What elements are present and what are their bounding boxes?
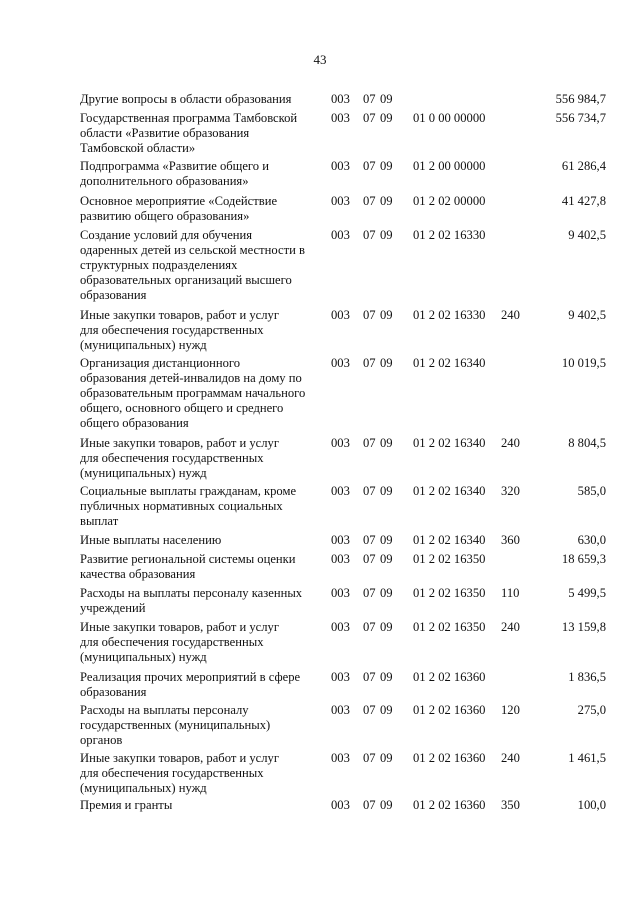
section-code: 07 <box>363 228 376 242</box>
amount: 5 499,5 <box>568 586 606 600</box>
section-code: 07 <box>363 194 376 208</box>
section-code: 07 <box>363 703 376 717</box>
row-name-line: Тамбовской области» <box>80 141 196 155</box>
target-article-code: 01 0 00 00000 <box>413 111 486 125</box>
row-name-line: Иные закупки товаров, работ и услуг <box>80 751 280 765</box>
subsection-code: 09 <box>380 533 393 547</box>
ministry-code: 003 <box>331 194 350 208</box>
table-row <box>0 751 640 795</box>
row-name-line: Расходы на выплаты персоналу <box>80 703 249 717</box>
section-code: 07 <box>363 308 376 322</box>
amount: 61 286,4 <box>561 159 606 173</box>
ministry-code: 003 <box>331 228 350 242</box>
target-article-code: 01 2 02 16340 <box>413 356 486 370</box>
amount: 1 836,5 <box>568 670 606 684</box>
row-name-line: (муниципальных) нужд <box>80 650 207 664</box>
subsection-code: 09 <box>380 228 393 242</box>
subsection-code: 09 <box>380 751 393 765</box>
ministry-code: 003 <box>331 111 350 125</box>
row-name <box>80 92 330 107</box>
section-code: 07 <box>363 159 376 173</box>
section-code: 07 <box>363 751 376 765</box>
row-name <box>80 308 330 353</box>
row-name-line: для обеспечения государственных <box>80 766 264 780</box>
row-name <box>80 751 330 796</box>
row-name-line: Иные закупки товаров, работ и услуг <box>80 436 280 450</box>
row-name-line: Подпрограмма «Развитие общего и <box>80 159 269 173</box>
subsection-code: 09 <box>380 194 393 208</box>
target-article-code: 01 2 02 16340 <box>413 436 486 450</box>
target-article-code: 01 2 02 16360 <box>413 751 486 765</box>
expense-type-code: 240 <box>501 436 520 450</box>
subsection-code: 09 <box>380 484 393 498</box>
table-row <box>0 586 640 615</box>
table-row <box>0 111 640 155</box>
table-row <box>0 533 640 553</box>
row-name <box>80 159 330 189</box>
target-article-code: 01 2 02 00000 <box>413 194 486 208</box>
amount: 585,0 <box>577 484 606 498</box>
table-row <box>0 228 640 302</box>
row-name <box>80 703 330 748</box>
target-article-code: 01 2 02 16360 <box>413 703 486 717</box>
row-name-line: развитию общего образования» <box>80 209 250 223</box>
amount: 556 734,7 <box>555 111 606 125</box>
row-name-line: учреждений <box>80 601 146 615</box>
subsection-code: 09 <box>380 703 393 717</box>
expense-type-code: 110 <box>501 586 520 600</box>
amount: 556 984,7 <box>555 92 606 106</box>
target-article-code: 01 2 02 16330 <box>413 228 486 242</box>
section-code: 07 <box>363 92 376 106</box>
row-name-line: (муниципальных) нужд <box>80 781 207 795</box>
row-name-line: образования <box>80 685 147 699</box>
expense-type-code: 240 <box>501 620 520 634</box>
table-row <box>0 356 640 430</box>
ministry-code: 003 <box>331 484 350 498</box>
ministry-code: 003 <box>331 436 350 450</box>
amount: 18 659,3 <box>561 552 606 566</box>
row-name <box>80 111 330 156</box>
section-code: 07 <box>363 670 376 684</box>
table-row <box>0 620 640 664</box>
expense-type-code: 350 <box>501 798 520 812</box>
ministry-code: 003 <box>331 356 350 370</box>
subsection-code: 09 <box>380 111 393 125</box>
target-article-code: 01 2 02 16350 <box>413 552 486 566</box>
row-name-line: общего, основного общего и среднего <box>80 401 284 415</box>
ministry-code: 003 <box>331 751 350 765</box>
row-name-line: Государственная программа Тамбовской <box>80 111 298 125</box>
row-name-line: Иные закупки товаров, работ и услуг <box>80 308 280 322</box>
amount: 1 461,5 <box>568 751 606 765</box>
section-code: 07 <box>363 484 376 498</box>
row-name <box>80 228 330 303</box>
table-row <box>0 194 640 223</box>
row-name-line: государственных (муниципальных) <box>80 718 271 732</box>
table-row <box>0 670 640 699</box>
row-name-line: образовательным программам начального <box>80 386 306 400</box>
row-name-line: образовательных организаций высшего <box>80 273 292 287</box>
table-row <box>0 308 640 352</box>
ministry-code: 003 <box>331 92 350 106</box>
row-name-line: Основное мероприятие «Содействие <box>80 194 278 208</box>
section-code: 07 <box>363 111 376 125</box>
subsection-code: 09 <box>380 670 393 684</box>
row-name-line: образования детей-инвалидов на дому по <box>80 371 302 385</box>
row-name-line: Социальные выплаты гражданам, кроме <box>80 484 297 498</box>
page-number: 43 <box>313 52 327 67</box>
row-name-line: Премия и гранты <box>80 798 173 812</box>
amount: 10 019,5 <box>561 356 606 370</box>
row-name-line: Развитие региональной системы оценки <box>80 552 296 566</box>
row-name <box>80 586 330 616</box>
section-code: 07 <box>363 356 376 370</box>
table-row <box>0 436 640 480</box>
target-article-code: 01 2 02 16330 <box>413 308 486 322</box>
expense-type-code: 360 <box>501 533 520 547</box>
section-code: 07 <box>363 586 376 600</box>
row-name-line: области «Развитие образования <box>80 126 250 140</box>
ministry-code: 003 <box>331 159 350 173</box>
row-name <box>80 670 330 700</box>
subsection-code: 09 <box>380 798 393 812</box>
ministry-code: 003 <box>331 620 350 634</box>
row-name-line: (муниципальных) нужд <box>80 338 207 352</box>
row-name-line: Иные выплаты населению <box>80 533 222 547</box>
row-name-line: (муниципальных) нужд <box>80 466 207 480</box>
row-name <box>80 194 330 224</box>
section-code: 07 <box>363 436 376 450</box>
ministry-code: 003 <box>331 552 350 566</box>
row-name-line: Реализация прочих мероприятий в сфере <box>80 670 301 684</box>
expense-type-code: 240 <box>501 308 520 322</box>
expense-type-code: 320 <box>501 484 520 498</box>
table-row <box>0 159 640 188</box>
subsection-code: 09 <box>380 356 393 370</box>
amount: 9 402,5 <box>568 308 606 322</box>
row-name-line: публичных нормативных социальных <box>80 499 283 513</box>
table-row <box>0 484 640 528</box>
section-code: 07 <box>363 533 376 547</box>
amount: 8 804,5 <box>568 436 606 450</box>
table-row <box>0 703 640 747</box>
row-name-line: для обеспечения государственных <box>80 323 264 337</box>
row-name <box>80 484 330 529</box>
row-name-line: Создание условий для обучения <box>80 228 253 242</box>
row-name-line: образования <box>80 288 147 302</box>
row-name <box>80 436 330 481</box>
target-article-code: 01 2 02 16360 <box>413 798 486 812</box>
row-name <box>80 356 330 431</box>
row-name-line: для обеспечения государственных <box>80 635 264 649</box>
target-article-code: 01 2 02 16350 <box>413 586 486 600</box>
row-name-line: качества образования <box>80 567 196 581</box>
amount: 100,0 <box>577 798 606 812</box>
ministry-code: 003 <box>331 586 350 600</box>
amount: 630,0 <box>577 533 606 547</box>
row-name-line: выплат <box>80 514 119 528</box>
subsection-code: 09 <box>380 586 393 600</box>
ministry-code: 003 <box>331 703 350 717</box>
amount: 9 402,5 <box>568 228 606 242</box>
ministry-code: 003 <box>331 670 350 684</box>
row-name <box>80 620 330 665</box>
section-code: 07 <box>363 798 376 812</box>
row-name-line: Организация дистанционного <box>80 356 241 370</box>
target-article-code: 01 2 02 16350 <box>413 620 486 634</box>
ministry-code: 003 <box>331 308 350 322</box>
row-name-line: органов <box>80 733 123 747</box>
subsection-code: 09 <box>380 159 393 173</box>
target-article-code: 01 2 02 16340 <box>413 484 486 498</box>
target-article-code: 01 2 02 16360 <box>413 670 486 684</box>
row-name-line: дополнительного образования» <box>80 174 249 188</box>
row-name <box>80 552 330 582</box>
expense-type-code: 240 <box>501 751 520 765</box>
section-code: 07 <box>363 620 376 634</box>
table-row <box>0 92 640 112</box>
target-article-code: 01 2 02 16340 <box>413 533 486 547</box>
subsection-code: 09 <box>380 552 393 566</box>
row-name-line: одаренных детей из сельской местности в <box>80 243 305 257</box>
amount: 275,0 <box>577 703 606 717</box>
amount: 13 159,8 <box>561 620 606 634</box>
table-row <box>0 552 640 581</box>
table-row <box>0 798 640 818</box>
amount: 41 427,8 <box>561 194 606 208</box>
row-name-line: для обеспечения государственных <box>80 451 264 465</box>
subsection-code: 09 <box>380 620 393 634</box>
section-code: 07 <box>363 552 376 566</box>
row-name-line: общего образования <box>80 416 189 430</box>
row-name <box>80 533 330 548</box>
row-name <box>80 798 330 813</box>
expense-type-code: 120 <box>501 703 520 717</box>
row-name-line: Иные закупки товаров, работ и услуг <box>80 620 280 634</box>
subsection-code: 09 <box>380 308 393 322</box>
row-name-line: Расходы на выплаты персоналу казенных <box>80 586 303 600</box>
ministry-code: 003 <box>331 798 350 812</box>
target-article-code: 01 2 00 00000 <box>413 159 486 173</box>
row-name-line: структурных подразделениях <box>80 258 238 272</box>
ministry-code: 003 <box>331 533 350 547</box>
subsection-code: 09 <box>380 436 393 450</box>
row-name-line: Другие вопросы в области образования <box>80 92 292 106</box>
subsection-code: 09 <box>380 92 393 106</box>
